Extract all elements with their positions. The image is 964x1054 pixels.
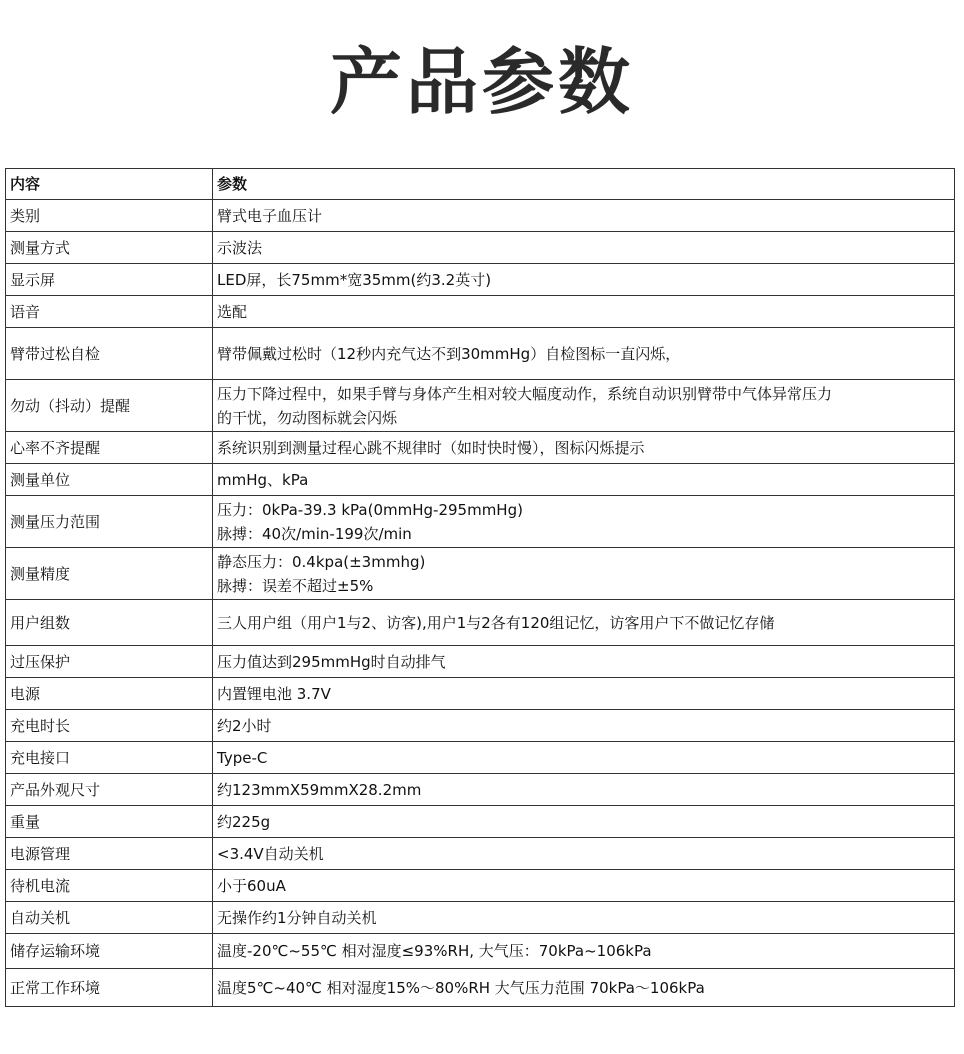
row-value xyxy=(213,200,955,232)
row-value-line: 臂式电子血压计 xyxy=(217,206,323,225)
table-row xyxy=(6,432,955,464)
row-value xyxy=(213,264,955,296)
table-row xyxy=(6,380,955,432)
row-value xyxy=(213,902,955,934)
page-title: 产品参数 xyxy=(329,40,634,124)
table-row xyxy=(6,496,955,548)
table-row xyxy=(6,838,955,870)
row-value xyxy=(213,742,955,774)
row-label: 测量方式 xyxy=(6,232,213,264)
table-row xyxy=(6,464,955,496)
table-row xyxy=(6,902,955,934)
row-label: 待机电流 xyxy=(6,870,213,902)
row-value-line: 脉搏：误差不超过±5% xyxy=(217,576,374,595)
row-value-line: 示波法 xyxy=(217,238,263,257)
table-row xyxy=(6,548,955,600)
spec-table xyxy=(5,168,955,1007)
row-value-line: mmHg、kPa xyxy=(217,470,309,489)
row-value xyxy=(213,710,955,742)
row-value xyxy=(213,838,955,870)
table-row xyxy=(6,678,955,710)
row-value-line: Type-C xyxy=(217,748,268,767)
table-row xyxy=(6,264,955,296)
row-label: 臂带过松自检 xyxy=(6,328,213,380)
row-value-line: 约225g xyxy=(217,812,271,831)
row-value xyxy=(213,806,955,838)
row-value xyxy=(213,870,955,902)
row-label: 测量单位 xyxy=(6,464,213,496)
row-value-line: LED屏，长75mm*宽35mm(约3.2英寸) xyxy=(217,270,492,289)
row-value-line: 约2小时 xyxy=(217,716,272,735)
row-value xyxy=(213,646,955,678)
row-value xyxy=(213,328,955,380)
table-row xyxy=(6,870,955,902)
row-value xyxy=(213,496,955,548)
row-value xyxy=(213,432,955,464)
row-value-line: 的干忧，勿动图标就会闪烁 xyxy=(217,408,398,427)
table-row xyxy=(6,742,955,774)
row-value-line: 压力下降过程中，如果手臂与身体产生相对较大幅度动作，系统自动识别臂带中气体异常压力 xyxy=(217,384,833,403)
row-label: 语音 xyxy=(6,296,213,328)
row-label: 测量精度 xyxy=(6,548,213,600)
row-value xyxy=(213,678,955,710)
row-label: 勿动（抖动）提醒 xyxy=(6,380,213,432)
row-value-line: 温度-20℃~55℃ 相对湿度≤93%RH, 大气压：70kPa~106kPa xyxy=(217,942,652,960)
row-label: 充电接口 xyxy=(6,742,213,774)
row-value xyxy=(213,232,955,264)
row-value xyxy=(213,380,955,432)
table-row xyxy=(6,934,955,969)
table-row xyxy=(6,969,955,1007)
row-value xyxy=(213,774,955,806)
row-value xyxy=(213,600,955,646)
row-value-line: 压力：0kPa-39.3 kPa(0mmHg-295mmHg) xyxy=(217,500,523,519)
row-value-line: 臂带佩戴过松时（12秒内充气达不到30mmHg）自检图标一直闪烁， xyxy=(217,344,681,363)
header-params: 参数 xyxy=(213,169,955,200)
row-label: 正常工作环境 xyxy=(6,969,213,1007)
row-value xyxy=(213,969,955,1007)
row-value-line: 选配 xyxy=(217,302,248,321)
row-label: 储存运输环境 xyxy=(6,934,213,969)
row-value-line: 小于60uA xyxy=(217,876,286,895)
row-value xyxy=(213,548,955,600)
row-value-line: 静态压力：0.4kpa(±3mmhg) xyxy=(217,552,426,571)
row-label: 显示屏 xyxy=(6,264,213,296)
row-value-line: 系统识别到测量过程心跳不规律时（如时快时慢），图标闪烁提示 xyxy=(217,438,645,457)
row-value-line: 三人用户组（用户1与2、访客),用户1与2各有120组记忆，访客用户下不做记忆存储 xyxy=(217,613,775,632)
row-value xyxy=(213,934,955,969)
row-value xyxy=(213,464,955,496)
table-row xyxy=(6,296,955,328)
table-row xyxy=(6,600,955,646)
table-row xyxy=(6,646,955,678)
table-row xyxy=(6,328,955,380)
row-value-line: 温度5℃~40℃ 相对湿度15%～80%RH 大气压力范围 70kPa～106kPa xyxy=(217,978,705,997)
row-label: 电源管理 xyxy=(6,838,213,870)
row-value-line: 约123mmX59mmX28.2mm xyxy=(217,780,422,799)
table-row xyxy=(6,774,955,806)
row-label: 自动关机 xyxy=(6,902,213,934)
row-label: 充电时长 xyxy=(6,710,213,742)
header-content: 内容 xyxy=(6,169,213,200)
row-label: 重量 xyxy=(6,806,213,838)
row-label: 心率不齐提醒 xyxy=(6,432,213,464)
row-value-line: 压力值达到295mmHg时自动排气 xyxy=(217,652,446,671)
row-value-line: <3.4V自动关机 xyxy=(217,844,324,863)
table-row xyxy=(6,200,955,232)
table-row xyxy=(6,710,955,742)
table-row xyxy=(6,806,955,838)
row-label: 用户组数 xyxy=(6,600,213,646)
row-value xyxy=(213,296,955,328)
row-value-line: 内置锂电池 3.7V xyxy=(217,684,331,703)
row-label: 电源 xyxy=(6,678,213,710)
row-label: 测量压力范围 xyxy=(6,496,213,548)
row-label: 类别 xyxy=(6,200,213,232)
row-value-line: 脉搏：40次/min-199次/min xyxy=(217,524,412,543)
row-label: 产品外观尺寸 xyxy=(6,774,213,806)
table-row xyxy=(6,232,955,264)
table-header-row xyxy=(6,169,955,200)
row-value-line: 无操作约1分钟自动关机 xyxy=(217,908,377,927)
row-label: 过压保护 xyxy=(6,646,213,678)
